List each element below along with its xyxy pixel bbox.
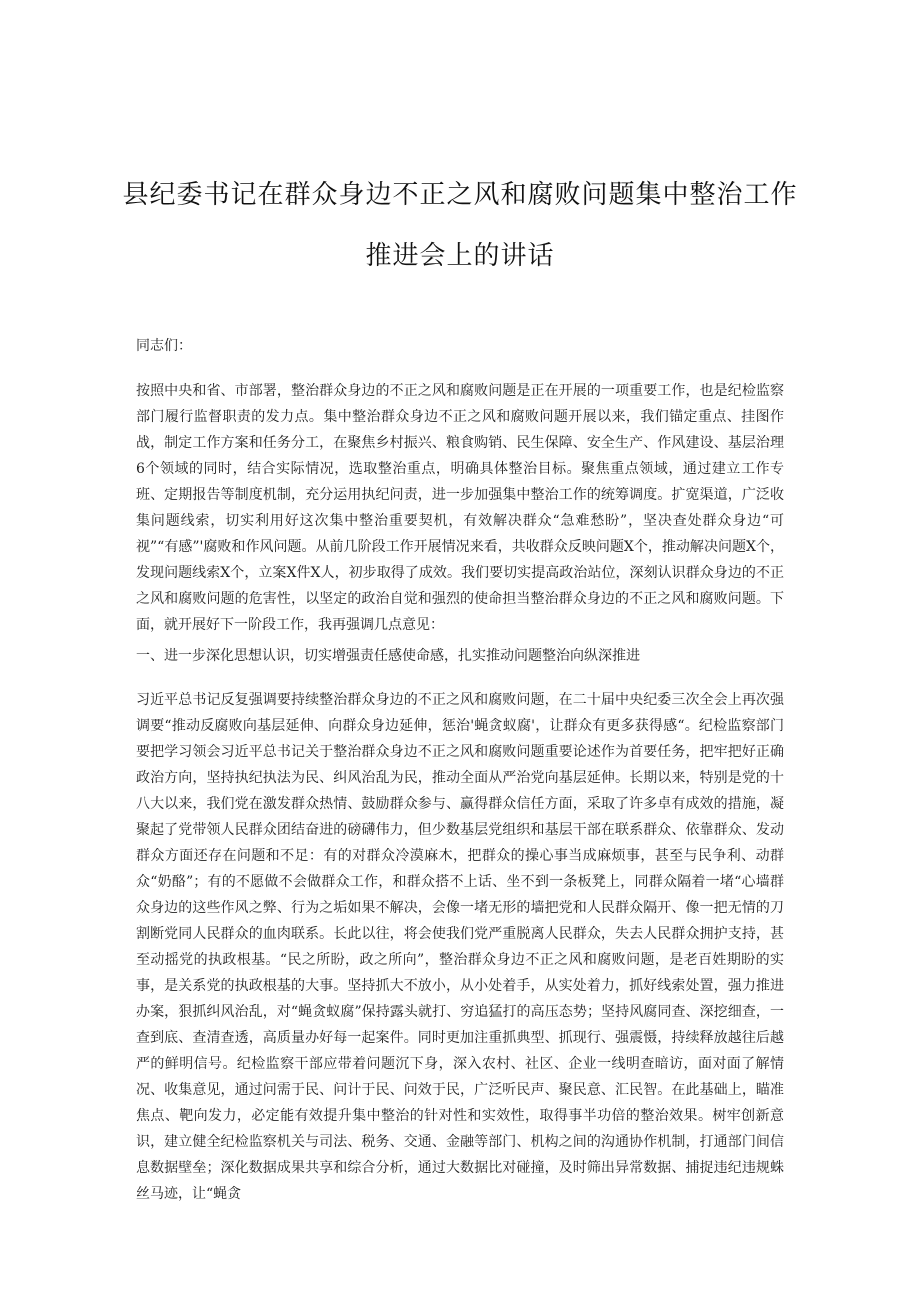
intro-paragraph: 按照中央和省、市部署，整治群众身边的不正之风和腐败问题是正在开展的一项重要工作，也是纪检监察部门履行监督职责的发力点。集中整治群众身边不正之风和腐败问题开展以来，我们锚定重点、挂图作战，制定工作方案和任务分工，在聚焦乡村振兴、粮食购销、民生保障、安全生产、作风建设、基层治理6个领域的同时，结合实际情况，选取整治重点，明确具体整治目标。聚焦重点领域，通过建立工作专班、定期报告等制度机制，充分运用执纪问责，进一步加强集中整治工作的统筹调度。扩宽渠道，广泛收集问题线索，切实利用好这次集中整治重要契机，有效解决群众“急难愁盼”，坚决查处群众身边“可视”“有感”'腐败和作风问题。从前几阶段工作开展情况来看，共收群众反映问题X个，推动解决问题X个，发现问题线索X个，立案X件X人，初步取得了成效。我们要切实提高政治站位，深刻认识群众身边的不正之风和腐败问题的危害性，以坚定的政治自觉和强烈的使命担当整治群众身边的不正之风和腐败问题。下面，就开展好下一阶段工作，我再强调几点意见：	[136, 383, 784, 633]
body-paragraph-1: 习近平总书记反复强调要持续整治群众身边的不正之风和腐败问题，在二十届中央纪委三次全会上再次强调要“推动反腐败向基层延伸、向群众身边延伸，惩治'蝇贪蚁腐'，让群众有更多获得感“。纪检监察部门要把学习领会习近平总书记关于整治群众身边不正之风和腐败问题重要论述作为首要任务，把牢把好正确政治方向，坚持执纪执法为民、纠风治乱为民，推动全面从严治党向基层延伸。长期以来，特别是党的十八大以来，我们党在激发群众热情、鼓励群众参与、赢得群众信任方面，采取了许多卓有成效的措施，凝聚起了党带领人民群众团结奋进的磅礴伟力，但少数基层党组织和基层干部在联系群众、依靠群众、发动群众方面还存在问题和不足：有的对群众冷漠麻木，把群众的操心事当成麻烦事，甚至与民争利、动群众“奶酪”；有的不愿做不会做群众工作，和群众搭不上话、坐不到一条板凳上，同群众隔着一堵“心墙群众身边的这些作风之弊、行为之垢如果不解决，会像一堵无形的墙把党和人民群众隔开、像一把无情的刀割断党同人民群众的血肉联系。长此以往，将会使我们党严重脱离人民群众，失去人民群众拥护支持，甚至动摇党的执政根基。“民之所盼，政之所向”，整治群众身边不正之风和腐败问题，是老百姓期盼的实事，是关系党的执政根基的大事。坚持抓大不放小，从小处着手，从实处着力，抓好线索处置，强力推进办案，狠抓纠风治乱，对“蝇贪蚁腐”保持露头就打、穷追猛打的高压态势；坚持风腐同查、深挖细查，一查到底、查清查透，高质量办好每一起案件。同时更加注重抓典型、抓现行、强震慑，持续释放越往后越严的鲜明信号。纪检监察干部应带着问题沉下身，深入农村、社区、企业一线明查暗访，面对面了解情况、收集意见，通过问需于民、问计于民、问效于民，广泛听民声、聚民意、汇民智。在此基础上，瞄准焦点、靶向发力，必定能有效提升集中整治的针对性和实效性，取得事半功倍的整治效果。树牢创新意识，建立健全纪检监察机关与司法、税务、交通、金融等部门、机构之间的沟通协作机制，打通部门间信息数据壁垒；深化数据成果共享和综合分析，通过大数据比对碰撞，及时筛出异常数据、捕捉违纪违规蛛丝马迹，让“蝇贪	[136, 692, 784, 1202]
greeting: 同志们：	[136, 338, 192, 354]
section-heading-1: 一、进一步深化思想认识，切实增强责任感使命感，扎实推动问题整治向纵深推进	[136, 648, 640, 664]
document-title-line-2: 推进会上的讲话	[365, 241, 555, 271]
document-title-line-1: 县纪委书记在群众身边不正之风和腐败问题集中整治工作	[122, 180, 798, 210]
